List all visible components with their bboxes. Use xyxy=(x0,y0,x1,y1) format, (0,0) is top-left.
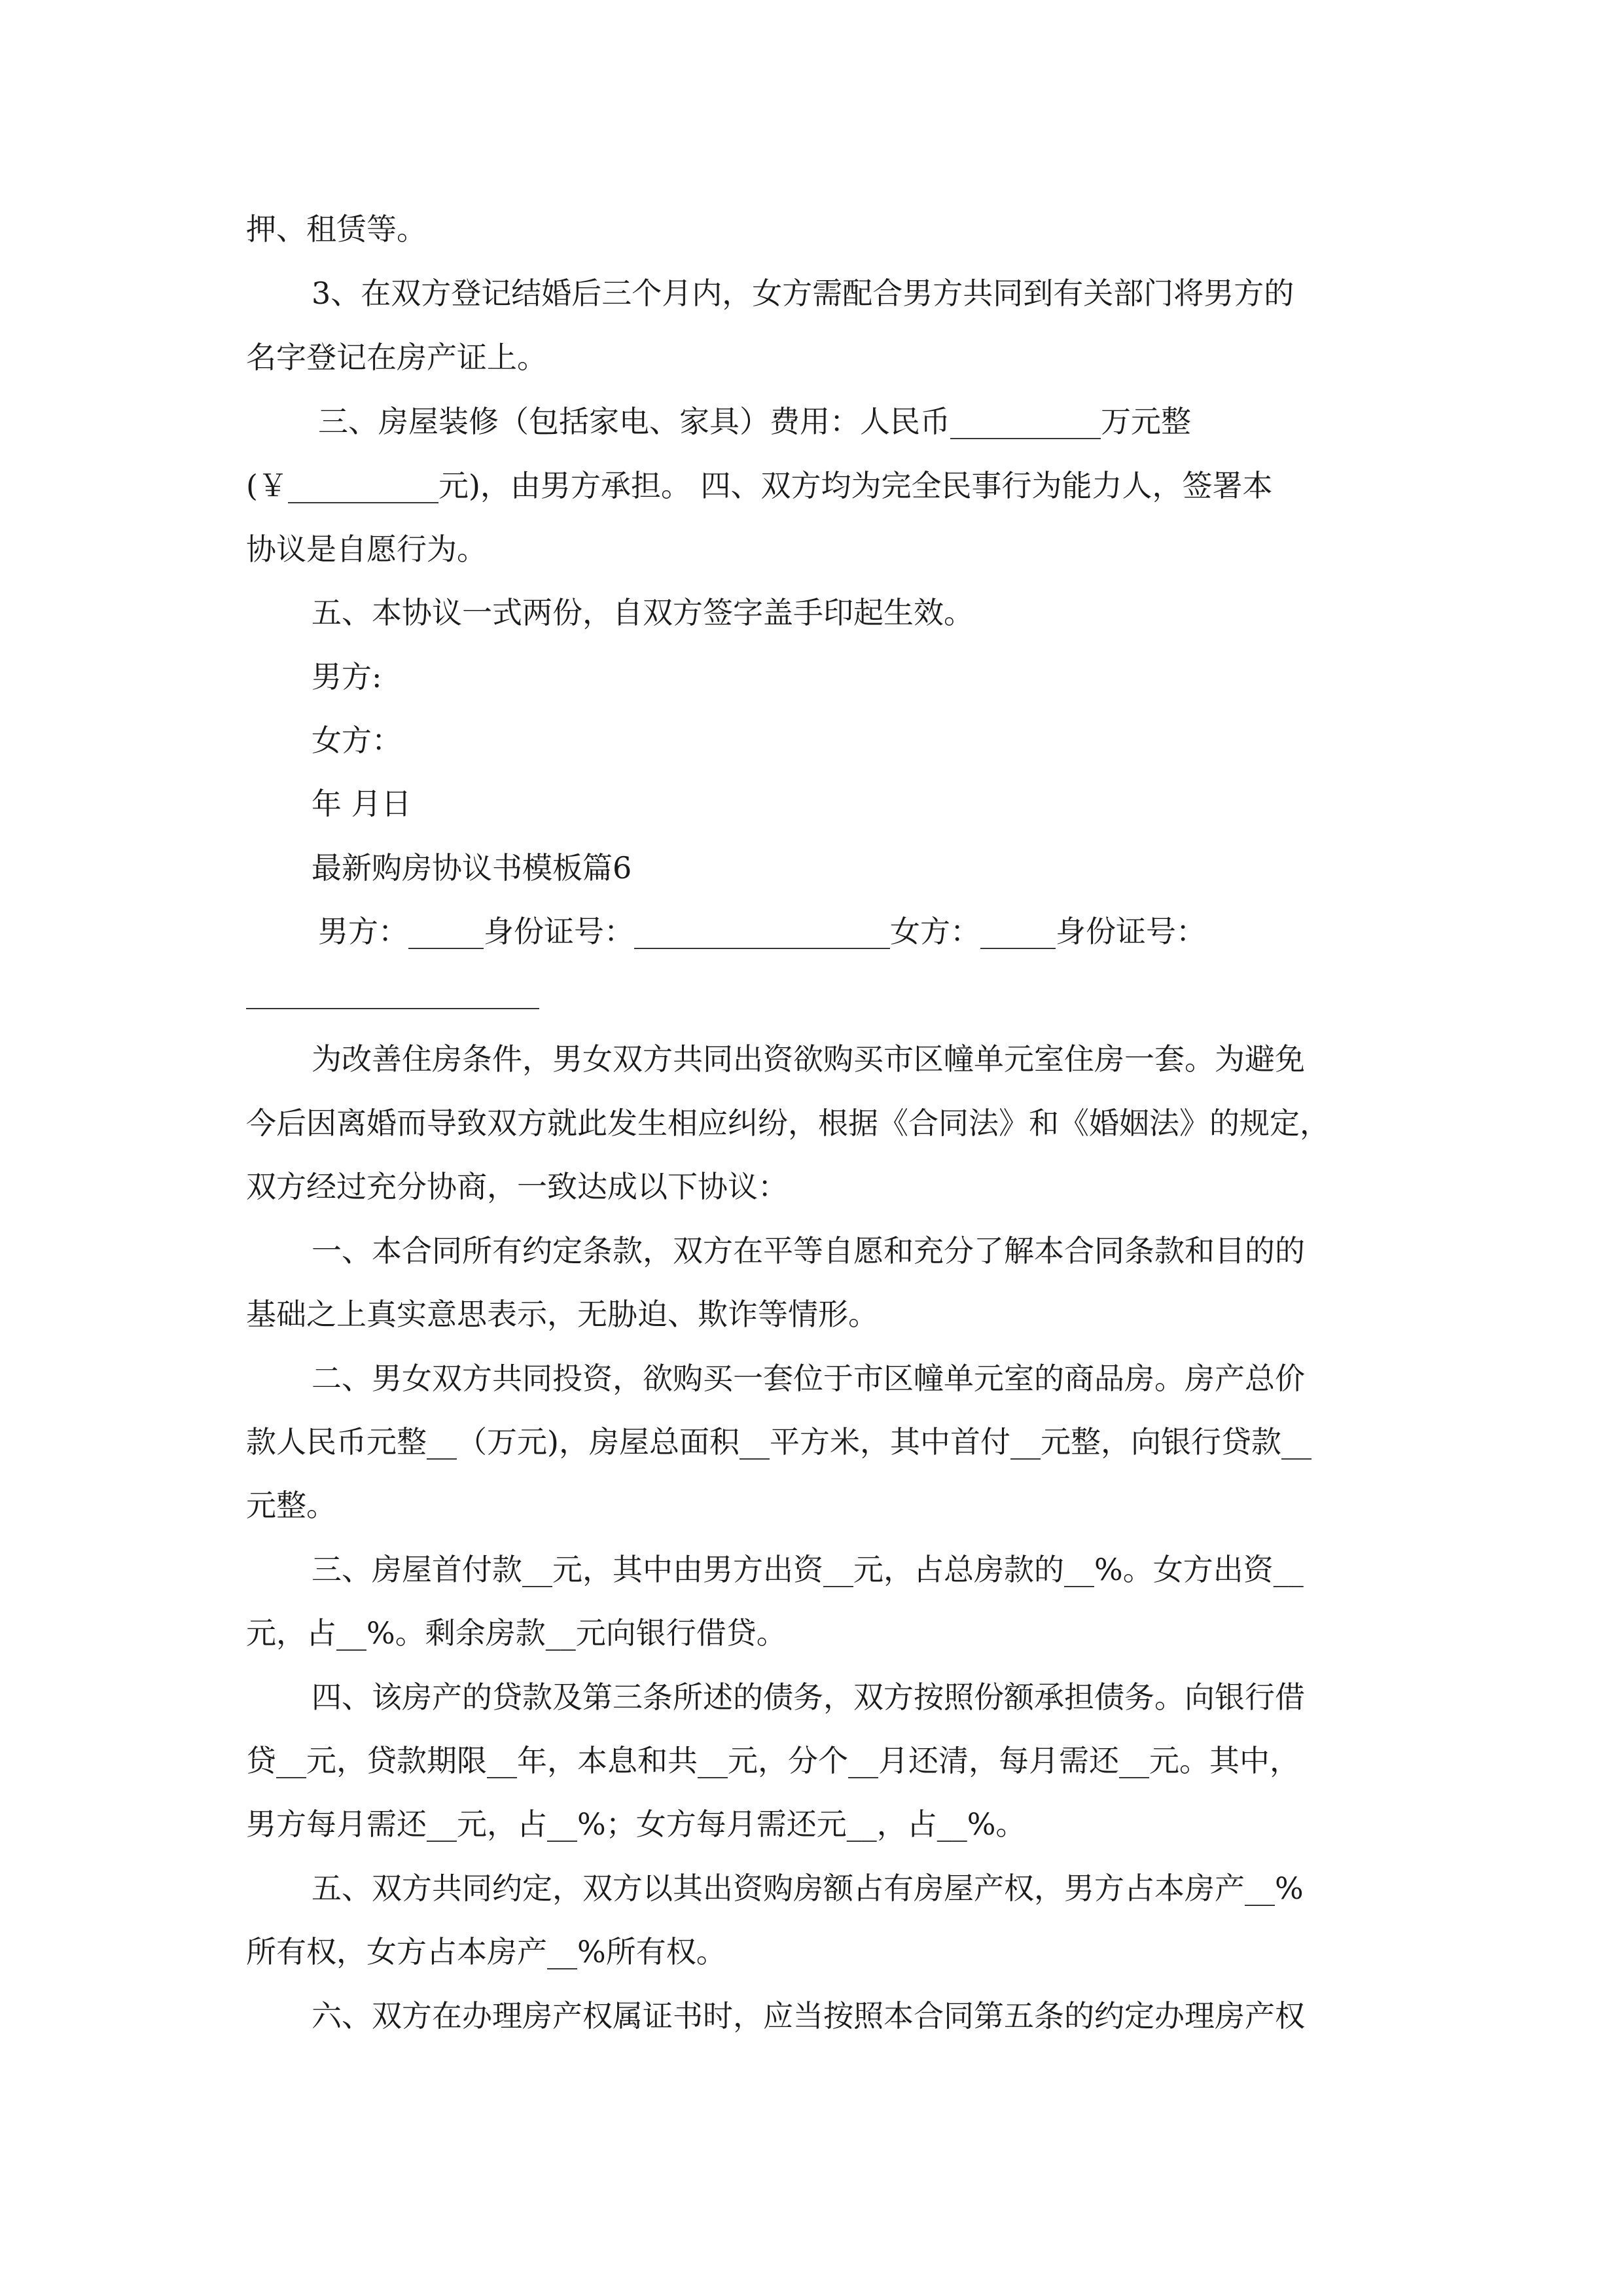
text-line: 双方经过充分协商，一致达成以下协议： xyxy=(246,1169,788,1204)
text-line: 男方：_____身份证号：_________________女方：_____身份证号： xyxy=(318,914,1206,949)
text-line: 年 月日 xyxy=(312,786,412,821)
text-line: 元整。 xyxy=(246,1488,336,1523)
text-line: 男方: xyxy=(312,659,382,694)
text-line: 三、房屋装修（包括家电、家具）费用：人民币__________万元整 xyxy=(318,404,1191,439)
text-line: 名字登记在房产证上。 xyxy=(246,340,547,375)
text-line: 六、双方在办理房产权属证书时，应当按照本合同第五条的约定办理房产权 xyxy=(312,1998,1305,2034)
text-line: 基础之上真实意思表示，无胁迫、欺诈等情形。 xyxy=(246,1297,878,1332)
text-line: (￥__________元)，由男方承担。 四、双方均为完全民事行为能力人，签署本 xyxy=(246,468,1273,503)
text-line: 三、房屋首付款__元，其中由男方出资__元，占总房款的__%。女方出资__ xyxy=(312,1552,1304,1587)
text-line: 3、在双方登记结婚后三个月内，女方需配合男方共同到有关部门将男方的 xyxy=(312,276,1294,311)
text-line: 所有权，女方占本房产__%所有权。 xyxy=(246,1934,726,1969)
text-line: 五、双方共同约定，双方以其出资购房额占有房屋产权，男方占本房产__% xyxy=(312,1871,1304,1906)
text-line: 五、本协议一式两份，自双方签字盖手印起生效。 xyxy=(312,595,974,630)
text-line: 二、男女双方共同投资，欲购买一套位于市区幢单元室的商品房。房产总价 xyxy=(312,1361,1305,1396)
text-line: 协议是自愿行为。 xyxy=(246,531,487,567)
text-line: 一、本合同所有约定条款，双方在平等自愿和充分了解本合同条款和目的的 xyxy=(312,1233,1305,1268)
text-line: 四、该房产的贷款及第三条所述的债务，双方按照份额承担债务。向银行借 xyxy=(312,1679,1305,1715)
text-line: 为改善住房条件，男女双方共同出资欲购买市区幢单元室住房一套。为避免 xyxy=(312,1041,1305,1077)
text-line: 贷__元，贷款期限__年，本息和共__元，分个__月还清，每月需还__元。其中， xyxy=(246,1743,1300,1778)
text-line: 元，占__%。剩余房款__元向银行借贷。 xyxy=(246,1615,787,1651)
text-line: 男方每月需还__元，占__%；女方每月需还元__，占__%。 xyxy=(246,1806,1026,1842)
text-line: 女方： xyxy=(312,723,402,758)
text-line: 款人民币元整__（万元)，房屋总面积__平方米，其中首付__元整，向银行贷款__ xyxy=(246,1424,1311,1460)
text-line: 押、租赁等。 xyxy=(246,211,427,247)
section-heading: 最新购房协议书模板篇6 xyxy=(312,850,632,886)
signature-blank-line xyxy=(246,1008,539,1009)
text-line: 今后因离婚而导致双方就此发生相应纠纷，根据《合同法》和《婚姻法》的规定， xyxy=(246,1105,1330,1141)
